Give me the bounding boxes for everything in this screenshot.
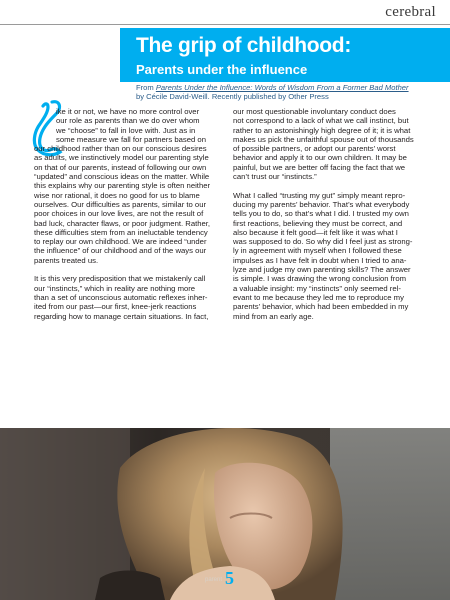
text-line: behavior and apply it to our own children. It may be [233, 153, 407, 163]
source-book-link[interactable]: Parents Under the Influence: Words of Wisdom From a Former Bad Mother [155, 83, 409, 92]
text-line: the influence” of our childhood and of the ways our [34, 246, 207, 256]
article-column-right [233, 107, 429, 330]
text-line: bad luck, character flaws, or poor judgment. Rather, [34, 218, 211, 228]
text-line: was supposed to do. So why did I feel just as strong- [233, 237, 413, 247]
text-line: tells you to do, so that’s what I did. I trusted my own [233, 209, 409, 219]
text-line: wise nor rational, it does no good for us to blame [34, 190, 200, 200]
text-line: a valuable insight: my “instincts” only seemed rel- [233, 283, 401, 293]
section-tag: cerebral [385, 4, 436, 20]
source-prefix: From [136, 83, 156, 92]
text-line: our childhood rather than on our conscious desires [34, 144, 207, 154]
text-line: parents treated us. [34, 255, 99, 265]
text-line: our most questionable involuntary conduct does [233, 107, 396, 116]
article-title: The grip of childhood: [136, 34, 352, 57]
article-byline: by Cécile David-Weill. Recently published by Other Press [136, 92, 329, 101]
text-line: What I called “trusting my gut” simply meant repro- [233, 190, 406, 200]
text-line: as adults, we instinctively model our parenting style [34, 153, 209, 163]
text-line: parents’ behavior, which had been embedded in my [233, 302, 409, 312]
text-line: makes us pick the unfaithful spouse out of thousands [233, 134, 414, 144]
article-subtitle: Parents under the influence [136, 62, 308, 77]
text-line: is simple. I was drawing the wrong conclusion from [233, 274, 407, 284]
text-line: first reactions, believing they must be correct, and [233, 218, 403, 228]
text-line: ourselves. Our difficulties as parents, similar to our [34, 199, 207, 209]
paragraph-4 [233, 191, 429, 321]
header-rule [0, 24, 450, 25]
text-line: regarding how to manage certain situations. In fact, [34, 311, 209, 321]
text-line: ike it or not, we have no more control over [56, 107, 200, 116]
text-line: not correspond to a lack of what we call instinct, but [233, 116, 409, 126]
text-line: this explains why our parenting style is often neither [34, 181, 211, 191]
text-line: our “instincts,” which in reality are nothing more [34, 283, 196, 293]
text-line: evant to me because they led me to reproduce my [233, 292, 404, 302]
text-line: impulses as I have felt in doubt when I tried to ana- [233, 255, 407, 265]
text-line: mind from an early age. [233, 311, 314, 321]
text-line: rather to an astonishingly high degree of it; it is what [233, 125, 411, 135]
text-line: ited from our past—our first, knee-jerk reactions [34, 302, 197, 312]
text-line: on that of our parents, instead of following our own [34, 162, 207, 172]
paragraph-2 [34, 274, 214, 320]
article-column-left [34, 107, 214, 330]
text-line: “updated” and conscious ideas on the matter. While [34, 172, 210, 182]
text-line: we “choose” to fall in love with. Just as in [56, 125, 196, 135]
text-line: painful, but we are better off facing the fact that we [233, 162, 406, 172]
article-source [136, 83, 446, 92]
text-line: ducing my parents’ behavior. That’s what everybody [233, 199, 410, 209]
text-line: to replay our own childhood. We are indeed “under [34, 237, 207, 247]
text-line: lyze and judge my own parenting skills? The answer [233, 265, 411, 275]
text-line: It is this very predisposition that we mistakenly call [34, 274, 206, 284]
text-line: can’t trust our “instincts.” [233, 172, 317, 182]
paragraph-1 [34, 107, 214, 265]
text-line: ly in agreement with myself when I followed these [233, 246, 402, 256]
text-line: some measure we fall for partners based on [56, 134, 206, 144]
text-line: also because it felt good—it felt like it was what I [233, 227, 398, 237]
text-line: of possible partners, or adopt our parents’ worst [233, 144, 396, 154]
footer-magazine-name: parent [205, 577, 223, 583]
page-number: 5 [225, 568, 234, 588]
text-line: our role as parents than we do over whom [56, 116, 200, 126]
text-line: than a set of unconscious automatic reflexes inher- [34, 292, 208, 302]
text-line: these difficulties stem from an ineluctable tendency [34, 227, 208, 237]
text-line: poor choices in our love lives, are not the result of [34, 209, 204, 219]
paragraph-3 [233, 107, 429, 181]
